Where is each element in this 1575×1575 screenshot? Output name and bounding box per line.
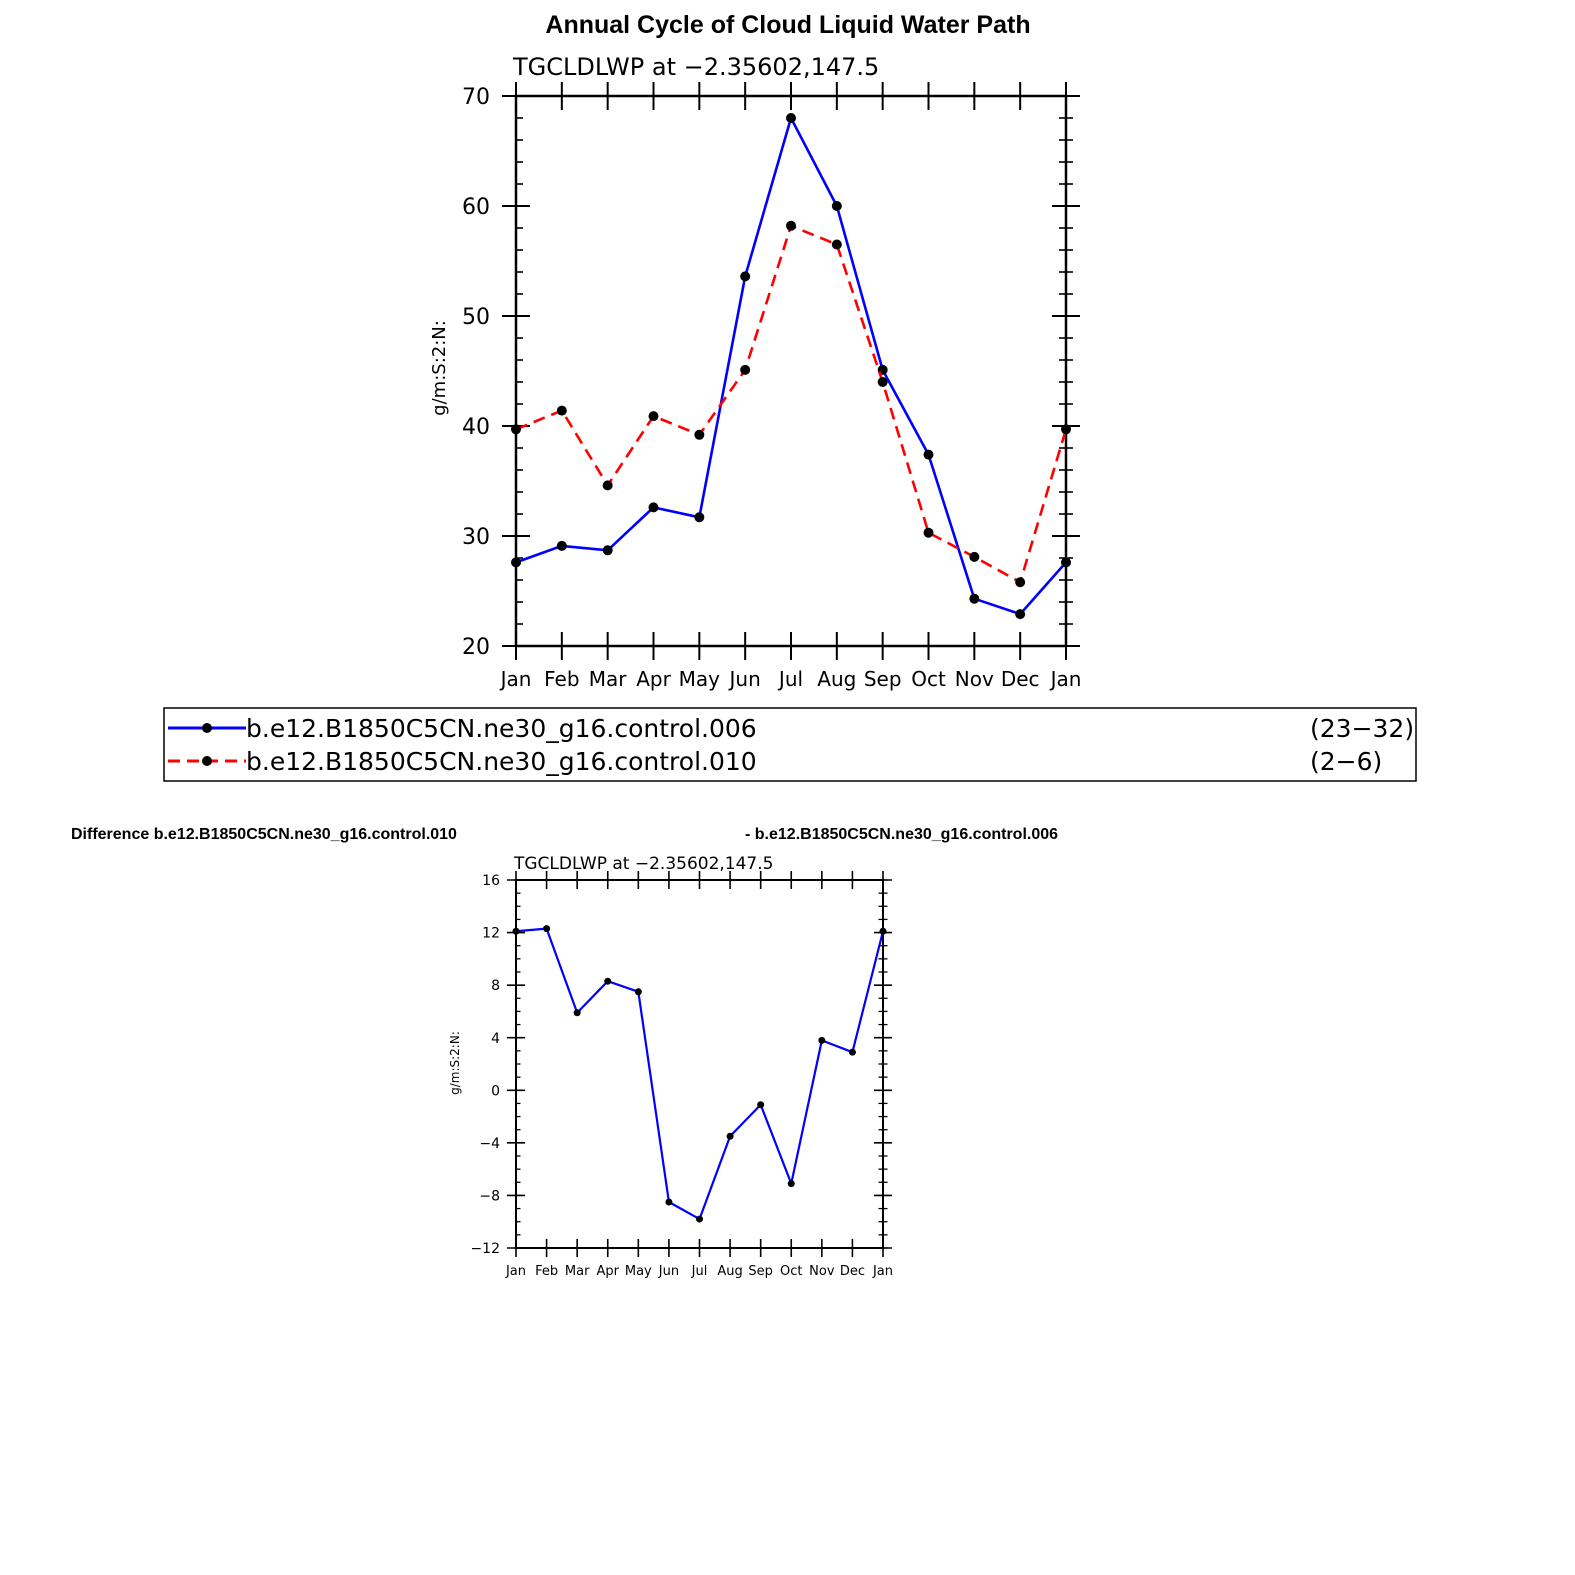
chart1-ytick-label: 30: [462, 524, 490, 550]
chart2-xtick-label: Jan: [505, 1264, 527, 1279]
legend-years-2: (2−6): [1310, 747, 1383, 776]
chart2-xtick-label: Jul: [691, 1264, 708, 1279]
chart2-data-point-s1: [604, 978, 611, 985]
chart1-ytick-label: 60: [462, 194, 490, 220]
chart1-data-point-s2: [1061, 424, 1071, 434]
figure-title: Annual Cycle of Cloud Liquid Water Path: [545, 11, 1031, 39]
chart2-xtick-label: Dec: [839, 1264, 865, 1279]
chart1-data-point-s1: [1015, 609, 1025, 619]
chart1-data-point-s1: [603, 545, 613, 555]
difference-chart: [71, 826, 1058, 1279]
chart2-data-point-s1: [727, 1133, 734, 1140]
chart1-data-point-s1: [694, 512, 704, 522]
chart2-data-point-s1: [696, 1216, 703, 1223]
chart2-data-point-s1: [513, 928, 520, 935]
chart1-series-line-1: [516, 118, 1066, 614]
chart1-data-point-s2: [1015, 577, 1025, 587]
chart1-xtick-label: Dec: [1000, 667, 1040, 691]
chart2-ytick-label: 16: [482, 873, 500, 890]
chart2-ytick-label: −12: [470, 1241, 500, 1258]
chart2-data-point-s1: [635, 988, 642, 995]
chart2-data-point-s1: [543, 925, 550, 932]
chart2-xtick-label: Mar: [564, 1264, 590, 1279]
chart1-data-point-s2: [603, 480, 613, 490]
chart2-xtick-label: Nov: [809, 1264, 835, 1279]
legend-years-1: (23−32): [1310, 714, 1415, 743]
chart1-series-line-2: [516, 226, 1066, 582]
chart1-data-point-s1: [969, 594, 979, 604]
chart1-data-point-s1: [924, 450, 934, 460]
chart2-data-point-s1: [665, 1199, 672, 1206]
chart1-data-point-s2: [786, 221, 796, 231]
chart1-ylabel: g/m:S:2:N:: [429, 320, 450, 416]
chart1-data-point-s1: [740, 271, 750, 281]
chart2-ytick-label: 0: [491, 1083, 500, 1100]
chart1-data-point-s1: [786, 113, 796, 123]
chart1-data-point-s1: [1061, 557, 1071, 567]
chart2-xtick-label: Oct: [780, 1264, 803, 1279]
chart1-xtick-label: Mar: [588, 667, 627, 691]
chart1-xtick-label: Jan: [500, 667, 532, 691]
chart2-ytick-label: 4: [491, 1030, 500, 1047]
chart2-data-point-s1: [849, 1049, 856, 1056]
legend: [164, 708, 1416, 781]
chart1-data-point-s1: [511, 557, 521, 567]
chart1-data-point-s2: [740, 365, 750, 375]
chart2-plot-frame: [516, 880, 883, 1248]
chart1-data-point-s1: [557, 541, 567, 551]
chart2-xtick-label: May: [624, 1264, 652, 1279]
chart1-xtick-label: Jan: [1050, 667, 1082, 691]
chart1-ytick-label: 50: [462, 304, 490, 330]
chart2-series-line-1: [516, 929, 883, 1219]
legend-marker-1: [202, 723, 212, 733]
chart2-xtick-label: Sep: [748, 1264, 773, 1279]
chart1-ytick-label: 40: [462, 414, 490, 440]
chart1-data-point-s2: [511, 424, 521, 434]
legend-entry-1: [168, 714, 1414, 743]
chart2-ylabel: g/m:S:2:N:: [448, 1031, 462, 1095]
chart1-data-point-s2: [969, 552, 979, 562]
chart1-xtick-label: Apr: [636, 667, 671, 691]
chart1-ytick-label: 20: [462, 634, 490, 660]
legend-label-2: b.e12.B1850C5CN.ne30_g16.control.010: [246, 747, 757, 776]
chart2-ytick-label: 12: [482, 925, 500, 942]
chart1-data-point-s2: [832, 240, 842, 250]
chart1-data-point-s2: [694, 430, 704, 440]
chart1-xtick-label: Oct: [911, 667, 946, 691]
chart1-xtick-label: Aug: [817, 667, 857, 691]
legend-entry-2: [168, 747, 1382, 776]
chart1-xtick-label: Jun: [729, 667, 761, 691]
chart2-data-point-s1: [818, 1037, 825, 1044]
chart1-xtick-label: Jul: [778, 667, 804, 691]
chart1-data-point-s1: [832, 201, 842, 211]
chart2-xtick-label: Aug: [717, 1264, 743, 1279]
chart1-xtick-label: Sep: [863, 667, 902, 691]
chart1-ytick-label: 70: [462, 84, 490, 110]
chart1-subtitle: TGCLDLWP at −2.35602,147.5: [513, 53, 880, 81]
chart2-data-point-s1: [788, 1180, 795, 1187]
chart2-xtick-label: Apr: [596, 1264, 619, 1279]
annual-cycle-chart: [429, 53, 1081, 691]
chart1-xtick-label: May: [678, 667, 721, 691]
chart2-xtick-label: Jun: [658, 1264, 680, 1279]
chart2-subtitle: TGCLDLWP at −2.35602,147.5: [514, 854, 774, 874]
chart1-data-point-s2: [924, 528, 934, 538]
chart1-data-point-s2: [878, 377, 888, 387]
chart2-title-right: - b.e12.B1850C5CN.ne30_g16.control.006: [745, 826, 1059, 843]
chart2-ytick-label: −8: [479, 1188, 500, 1205]
chart1-data-point-s2: [649, 411, 659, 421]
chart1-data-point-s1: [649, 502, 659, 512]
legend-label-1: b.e12.B1850C5CN.ne30_g16.control.006: [246, 714, 757, 743]
chart2-xtick-label: Jan: [872, 1264, 894, 1279]
chart2-title-left: Difference b.e12.B1850C5CN.ne30_g16.control.010: [71, 826, 457, 843]
chart1-data-point-s2: [557, 406, 567, 416]
chart2-data-point-s1: [880, 928, 887, 935]
chart2-ytick-label: −4: [479, 1135, 500, 1152]
chart1-xtick-label: Feb: [544, 667, 580, 691]
chart1-xtick-label: Nov: [954, 667, 994, 691]
chart2-data-point-s1: [574, 1009, 581, 1016]
chart2-xtick-label: Feb: [535, 1264, 559, 1279]
chart2-data-point-s1: [757, 1101, 764, 1108]
chart1-plot-frame: [516, 96, 1066, 646]
chart2-ytick-label: 8: [491, 978, 500, 995]
legend-marker-2: [202, 756, 212, 766]
